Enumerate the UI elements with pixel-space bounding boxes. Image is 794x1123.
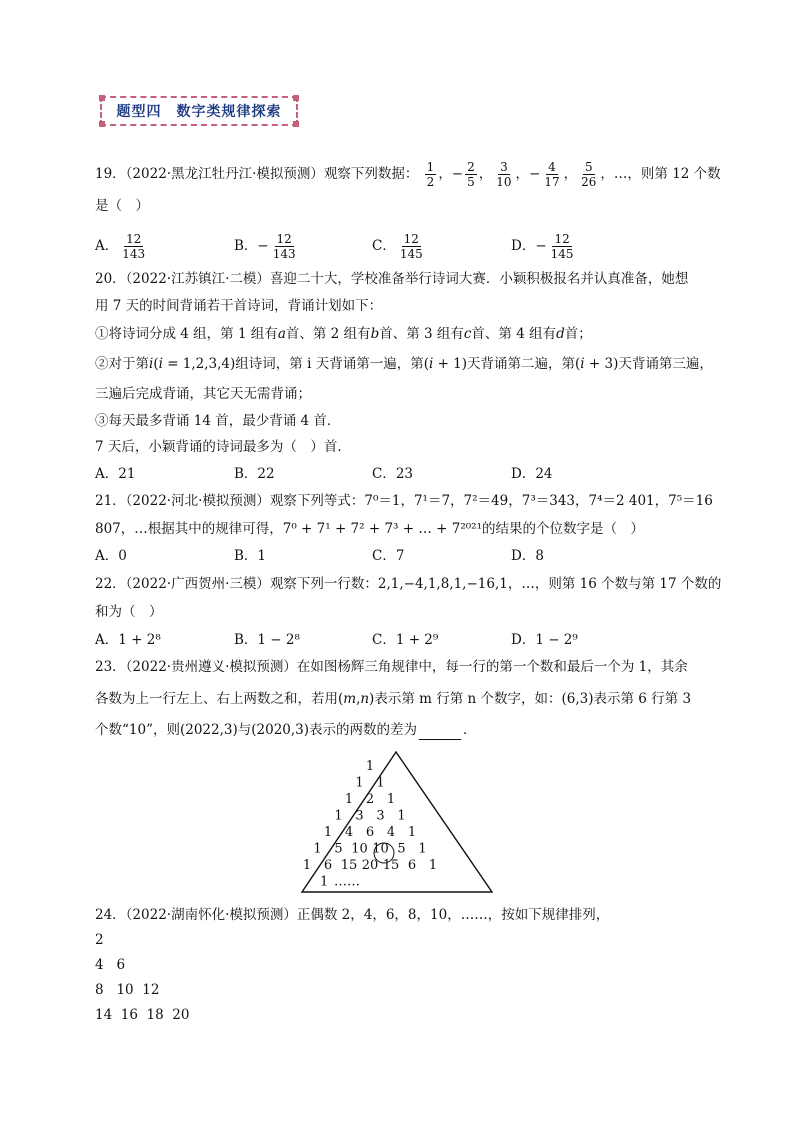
q22-line2: 和为（ ） [95,604,163,620]
triangle-number: 1 [418,841,427,857]
fraction: $\frac{1}{2}$ [426,160,435,189]
triangle-number: 20 [361,858,379,873]
q24-row-4: 14 16 18 20 [95,1007,190,1023]
triangle-number: 1 [323,825,333,840]
triangle-number: 4 [386,825,396,840]
triangle-number: 1 [386,792,396,807]
q20-line6: ③每天最多背诵 14 首，最少背诵 4 首． [95,413,341,429]
triangle-number: 1 [376,775,385,791]
q19-option-b[interactable]: B．− $\frac{12}{143}$ [234,232,296,261]
q23-line3: 个数“10”，则(2022,3)与(2020,3)表示的两数的差为 ． [95,722,477,738]
q22-option-b[interactable]: B．1 − 2⁸ [234,632,300,648]
section-title: 题型四 数字类规律探索 [116,104,282,120]
q23-line2: 各数为上一行左上、右上两数之和，若用(𝑚,𝑛)表示第 m 行第 n 个数字，如：(6,3)表示第 6 行第 3 [95,691,692,707]
q23-line1: 23．（2022·贵州遵义·模拟预测）在如图杨辉三角规律中，每一行的第一个数和最后一个为 1，其余 [95,659,688,675]
q20-option-b[interactable]: B．22 [234,466,275,482]
q24-row-3: 8 10 12 [95,982,160,998]
box-corner [99,121,105,127]
q24-row-2: 4 6 [95,957,126,973]
triangle-number: 10 [372,841,389,857]
fraction: $\frac{3}{10}$ [496,160,512,189]
triangle-number: 5 [397,841,406,857]
triangle-number: 3 [376,808,385,824]
triangle-number: 1 [407,825,417,840]
q20-line7: 7 天后，小颖背诵的诗词最多为（ ）首． [95,439,351,455]
triangle-number: 15 [340,858,358,873]
triangle-number: 1 [302,858,312,873]
fraction: $\frac{5}{26}$ [581,160,597,189]
triangle-number: 6 [323,858,333,873]
q20-line2: 用 7 天的时间背诵若干首诗词，背诵计划如下： [95,298,383,314]
q20-line1: 20．（2022·江苏镇江·二模）喜迎二十大，学校准备举行诗词大赛．小颖积极报名并认真准备，她想 [95,271,689,287]
triangle-number: 6 [407,858,417,873]
triangle-number: 6 [365,825,375,840]
q22-line1: 22．（2022·广西贺州·三模）观察下列一行数：2,1,−4,1,8,1,−16,1，…，则第 16 个数与第 17 个数的 [95,576,722,592]
fraction: $\frac{4}{17}$ [544,160,560,189]
triangle-number: 1 [344,792,354,807]
box-corner [99,95,105,101]
q19-stem: 19．（2022·黑龙江牡丹江·模拟预测）观察下列数据： [95,166,419,182]
q22-option-d[interactable]: D．1 − 2⁹ [511,632,578,648]
triangle-number: 3 [355,808,364,824]
triangle-number: 1 [397,808,406,824]
q22-option-c[interactable]: C．1 + 2⁹ [372,632,439,648]
triangle-number: 10 [351,841,368,857]
answer-blank[interactable] [419,739,461,740]
q22-option-a[interactable]: A．1 + 2⁸ [95,632,161,648]
q21-option-d[interactable]: D．8 [511,548,544,564]
q19-line2: 是（ ） [95,198,149,214]
q20-option-c[interactable]: C．23 [372,466,414,482]
q20-option-a[interactable]: A．21 [95,466,136,482]
section-title-box [100,96,298,126]
q19-option-d[interactable]: D．− $\frac{12}{145}$ [511,232,574,261]
q21-option-c[interactable]: C．7 [372,548,405,564]
triangle-number: …… [334,874,360,890]
q21-line1: 21．（2022·河北·模拟预测）观察下列等式：7⁰＝1，7¹＝7，7²＝49，7³＝343，7⁴＝2 401，7⁵＝16 [95,493,713,509]
box-corner [293,121,299,127]
pascal-triangle-figure [300,750,496,896]
triangle-number: 2 [365,792,375,807]
triangle-number: 1 [320,874,329,890]
triangle-number: 15 [382,858,400,873]
q21-option-b[interactable]: B．1 [234,548,267,564]
triangle-number: 5 [334,841,343,857]
q20-option-d[interactable]: D．24 [511,466,553,482]
triangle-number: 1 [428,858,438,873]
triangle-number: 1 [313,841,322,857]
q20-line3: ①将诗词分成 4 组，第 1 组有𝑎首、第 2 组有𝑏首、第 3 组有𝑐首、第 4 组有𝑑首； [95,326,592,342]
fraction: $\frac{2}{5}$ [467,160,475,189]
triangle-number: 1 [334,808,343,824]
triangle-numbers [303,759,437,890]
triangle-number: 1 [355,775,364,791]
q19-option-a[interactable]: A． $\frac{12}{143}$ [95,232,146,261]
triangle-number: 4 [344,825,354,840]
q24-line1: 24．（2022·湖南怀化·模拟预测）正偶数 2，4，6，8，10，……，按如下规律排列， [95,907,610,923]
q24-row-1: 2 [95,932,104,948]
q19-stem-end: ，…，则第 12 个数 [600,166,721,182]
q19-line1: 19．（2022·黑龙江牡丹江·模拟预测）观察下列数据： $\frac{1}{2}$ ，− $\frac{2}{5}$ ， $\frac{3}{10}$ ，− $\frac{4}{17}$ ， $\frac{5}{26}$ ，…，则第 12 个数 [95,160,721,189]
q21-option-a[interactable]: A．0 [95,548,127,564]
q21-line2: 807，…根据其中的规律可得，7⁰ + 7¹ + 7² + 7³ + … + 7²⁰²¹的结果的个位数字是（ ） [95,521,644,537]
q20-line4: ②对于第𝑖(𝑖 = 1,2,3,4)组诗词，第 i 天背诵第一遍，第(𝑖 + 1)天背诵第二遍，第(𝑖 + 3)天背诵第三遍， [95,356,713,372]
q19-option-c[interactable]: C． $\frac{12}{145}$ [372,232,423,261]
q20-line5: 三遍后完成背诵，其它天无需背诵； [95,386,311,402]
triangle-number: 1 [365,759,375,774]
box-corner [293,95,299,101]
